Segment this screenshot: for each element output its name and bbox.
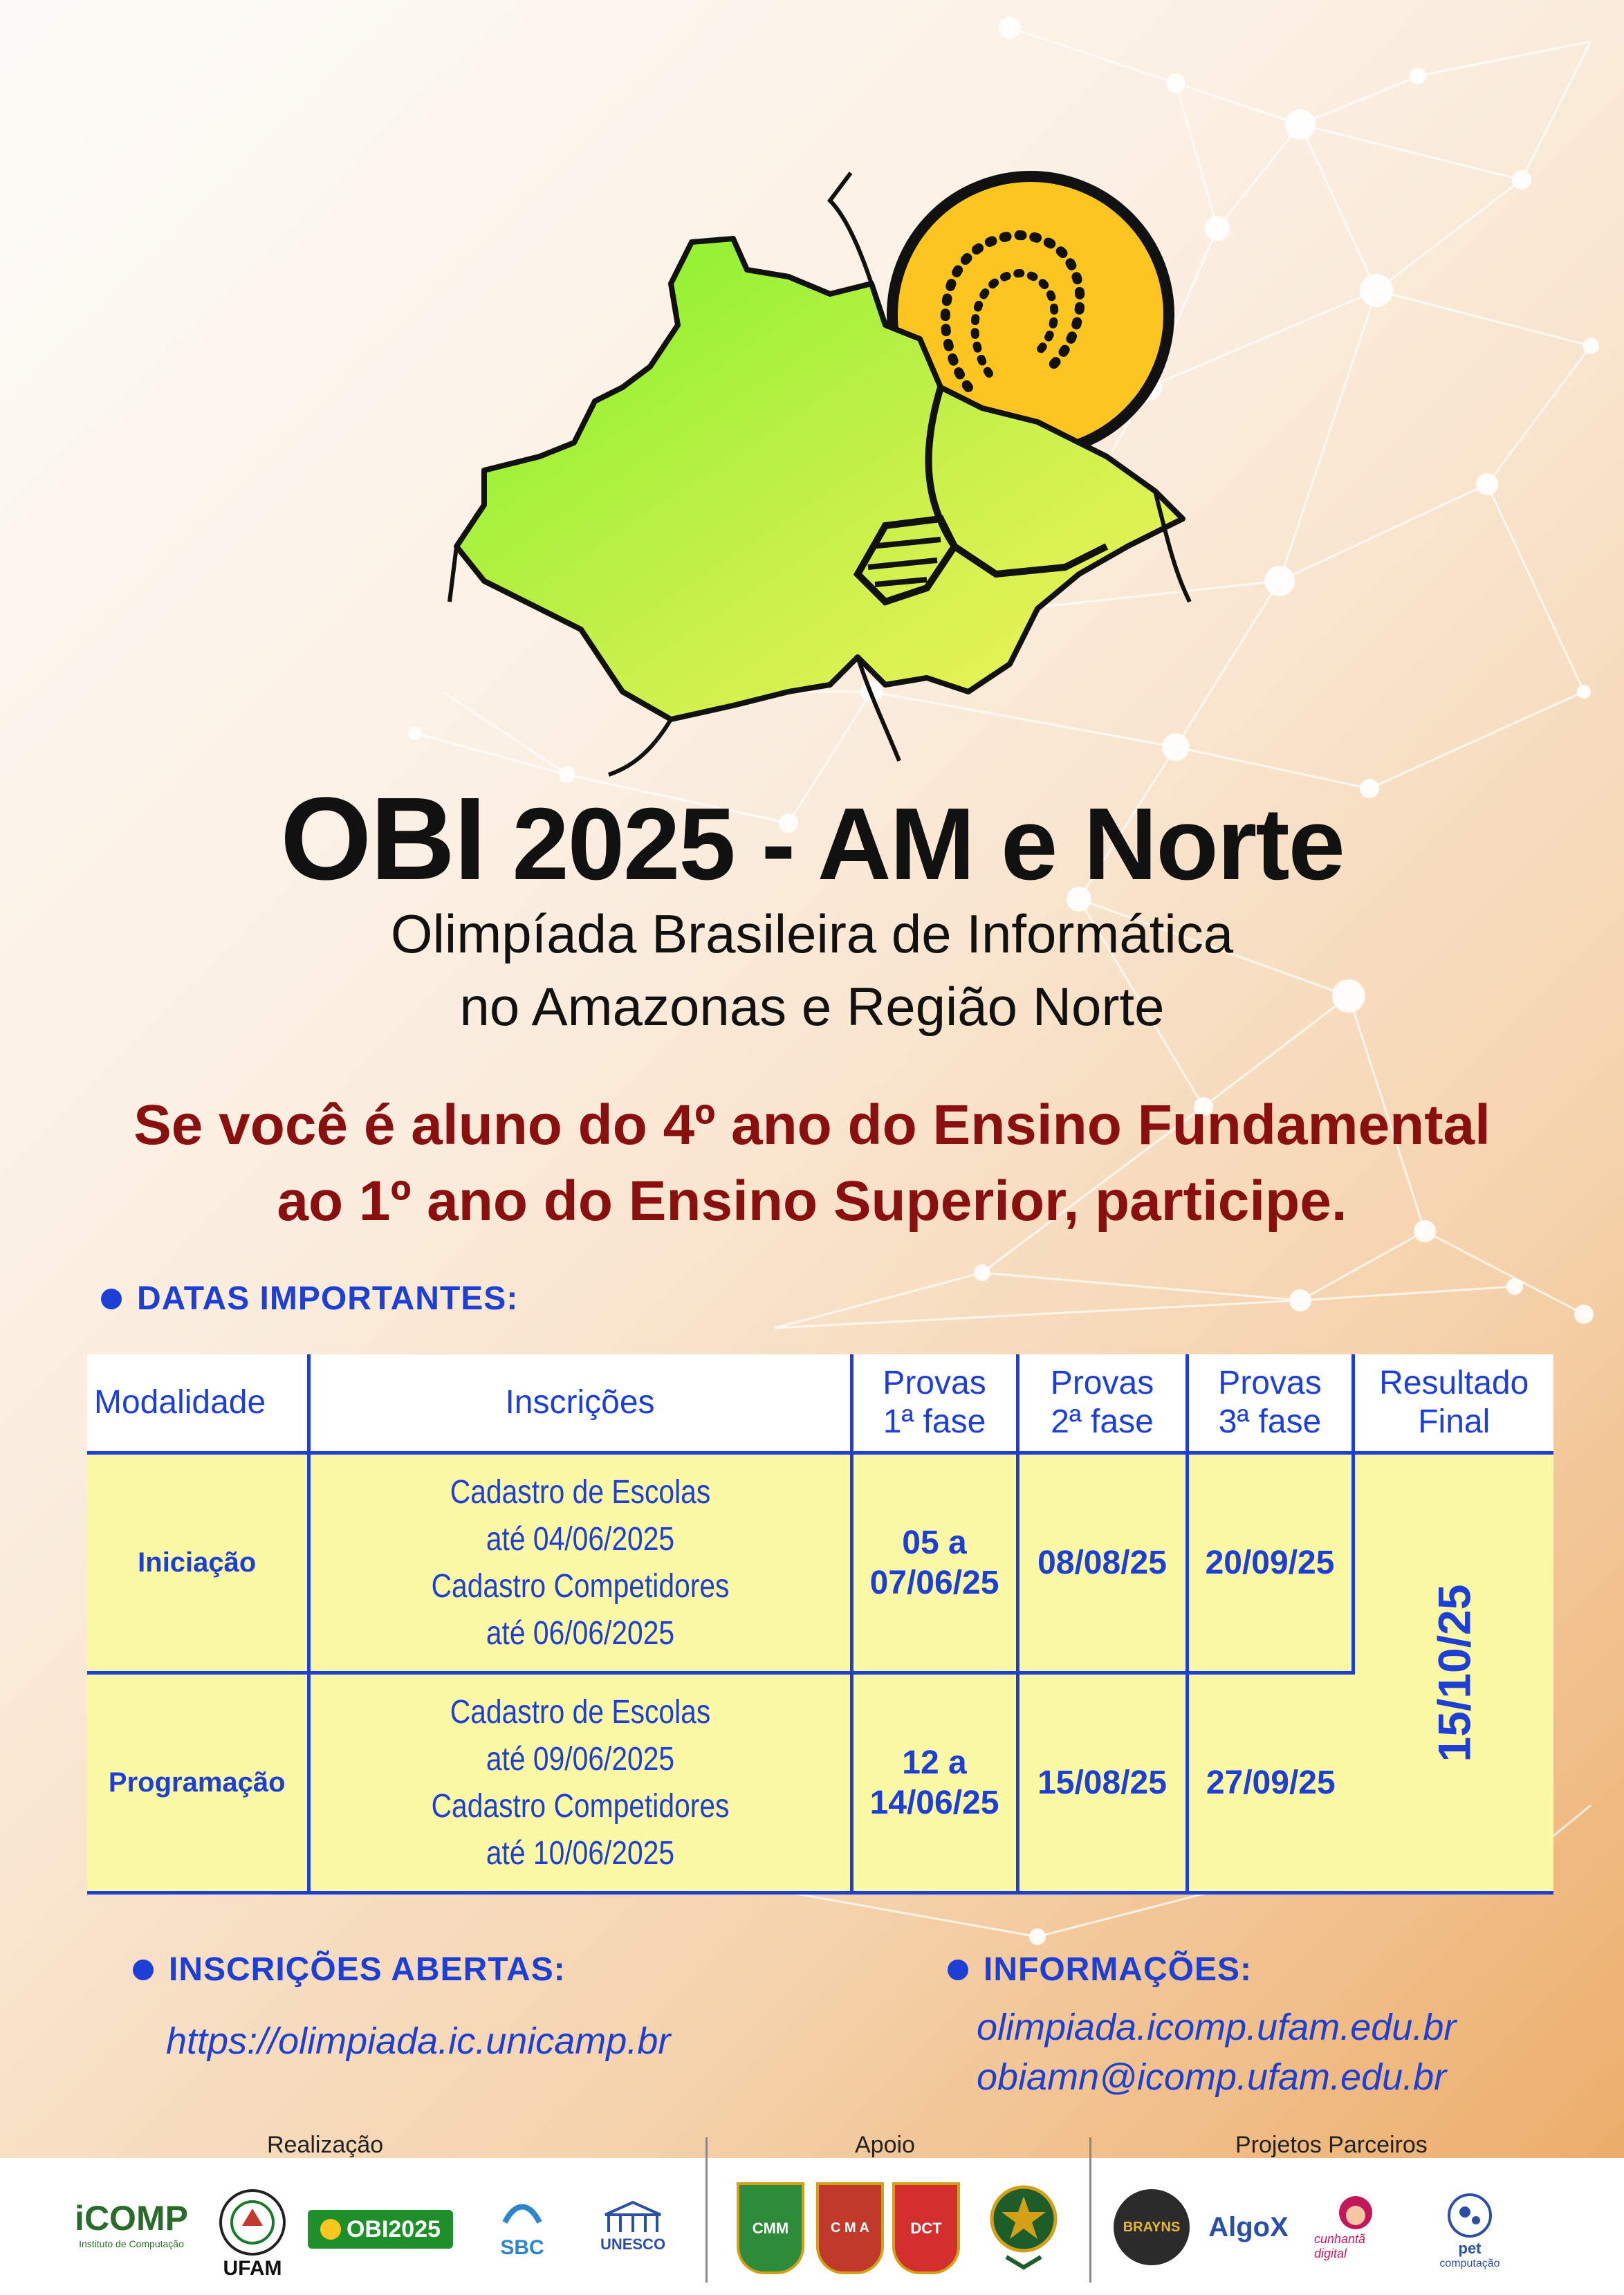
sbc-logo: SBC xyxy=(495,2186,550,2269)
row-fase1: 12 a 14/06/25 xyxy=(851,1673,1017,1893)
informacoes-heading-label: INFORMAÇÕES: xyxy=(984,1951,1252,1988)
informacoes-heading xyxy=(948,1951,1252,1989)
brayns-logo: BRAYNS xyxy=(1114,2189,1190,2265)
lightbulb-icon xyxy=(320,2219,341,2240)
resultado-final-date: 15/10/25 xyxy=(1428,1584,1480,1762)
bullet-icon xyxy=(948,1960,968,1980)
row-inscricoes: Cadastro de Escolas até 04/06/2025 Cadastro Competidores até 06/06/2025 xyxy=(308,1453,851,1673)
cunhanta-digital-logo: cunhantã digital xyxy=(1314,2186,1397,2269)
main-title-rest: 2025 - AM e Norte xyxy=(485,787,1344,901)
army-emblem xyxy=(986,2175,1062,2276)
row-fase1: 05 a 07/06/25 xyxy=(851,1453,1017,1673)
row-modalidade: Iniciação xyxy=(87,1453,308,1673)
girl-face-icon xyxy=(1336,2193,1375,2232)
table-row xyxy=(87,1453,1553,1673)
col-fase3: Provas 3ª fase xyxy=(1187,1354,1353,1453)
inscricoes-link[interactable]: https://olimpiada.ic.unicamp.br xyxy=(166,2020,671,2062)
bullet-icon xyxy=(101,1289,122,1309)
ufam-logo: UFAM xyxy=(207,2179,297,2289)
realizacao-label: Realização xyxy=(267,2132,384,2158)
map-lightbulb-logo xyxy=(443,159,1203,782)
footer-divider xyxy=(1089,2137,1091,2283)
informacoes-website-link[interactable]: olimpiada.icomp.ufam.edu.br xyxy=(977,2007,1457,2048)
table-header-row xyxy=(87,1354,1553,1453)
ufam-seal-icon xyxy=(218,2188,287,2257)
main-title xyxy=(0,771,1624,907)
sbc-wave-icon xyxy=(501,2195,543,2236)
obi2025-logo: OBI2025 xyxy=(308,2210,453,2249)
row-fase2: 08/08/25 xyxy=(1017,1453,1187,1673)
row-fase3: 27/09/25 xyxy=(1187,1673,1353,1893)
schedule-table xyxy=(87,1354,1553,1895)
call-to-action-line-1: Se você é aluno do 4º ano do Ensino Fundamental xyxy=(133,1094,1491,1156)
informacoes-email-link[interactable]: obiamn@icomp.ufam.edu.br xyxy=(977,2056,1447,2098)
col-inscricoes: Inscrições xyxy=(308,1354,851,1453)
star-emblem-icon xyxy=(989,2181,1058,2271)
table-row xyxy=(87,1673,1553,1893)
dates-heading-label: DATAS IMPORTANTES: xyxy=(137,1280,519,1317)
resultado-final-cell xyxy=(1353,1453,1553,1893)
subtitle-line-1: Olimpíada Brasileira de Informática xyxy=(390,903,1234,964)
call-to-action-line-2: ao 1º ano do Ensino Superior, participe. xyxy=(277,1170,1347,1233)
footer-divider xyxy=(705,2137,708,2283)
algox-logo: AlgoX xyxy=(1208,2211,1289,2242)
col-fase1: Provas 1ª fase xyxy=(851,1354,1017,1453)
row-inscricoes: Cadastro de Escolas até 09/06/2025 Cadastro Competidores até 10/06/2025 xyxy=(308,1673,851,1893)
pet-circle-icon xyxy=(1446,2191,1494,2240)
col-resultado: Resultado Final xyxy=(1353,1354,1553,1453)
unesco-temple-icon xyxy=(598,2201,667,2236)
cmm-badge: CMM xyxy=(737,2182,804,2274)
pet-computacao-logo: pet computação xyxy=(1425,2186,1515,2276)
apoio-label: Apoio xyxy=(855,2132,915,2158)
col-fase2: Provas 2ª fase xyxy=(1017,1354,1187,1453)
dates-heading xyxy=(101,1280,518,1318)
main-title-obi: OBI xyxy=(280,773,486,905)
col-modalidade: Modalidade xyxy=(87,1354,308,1453)
row-fase3: 20/09/25 xyxy=(1187,1453,1353,1673)
row-modalidade: Programação xyxy=(87,1673,308,1893)
projetos-label: Projetos Parceiros xyxy=(1235,2132,1428,2158)
inscricoes-heading-label: INSCRIÇÕES ABERTAS: xyxy=(169,1951,566,1988)
cma-badge: C M A xyxy=(816,2182,884,2274)
bullet-icon xyxy=(133,1960,154,1980)
subtitle-line-2: no Amazonas e Região Norte xyxy=(459,976,1165,1037)
dct-badge: DCT xyxy=(892,2182,960,2274)
row-fase2: 15/08/25 xyxy=(1017,1673,1187,1893)
unesco-logo: UNESCO xyxy=(595,2193,671,2262)
icomp-logo: iCOMP Instituto de Computação xyxy=(75,2199,188,2249)
inscricoes-heading xyxy=(133,1951,566,1989)
